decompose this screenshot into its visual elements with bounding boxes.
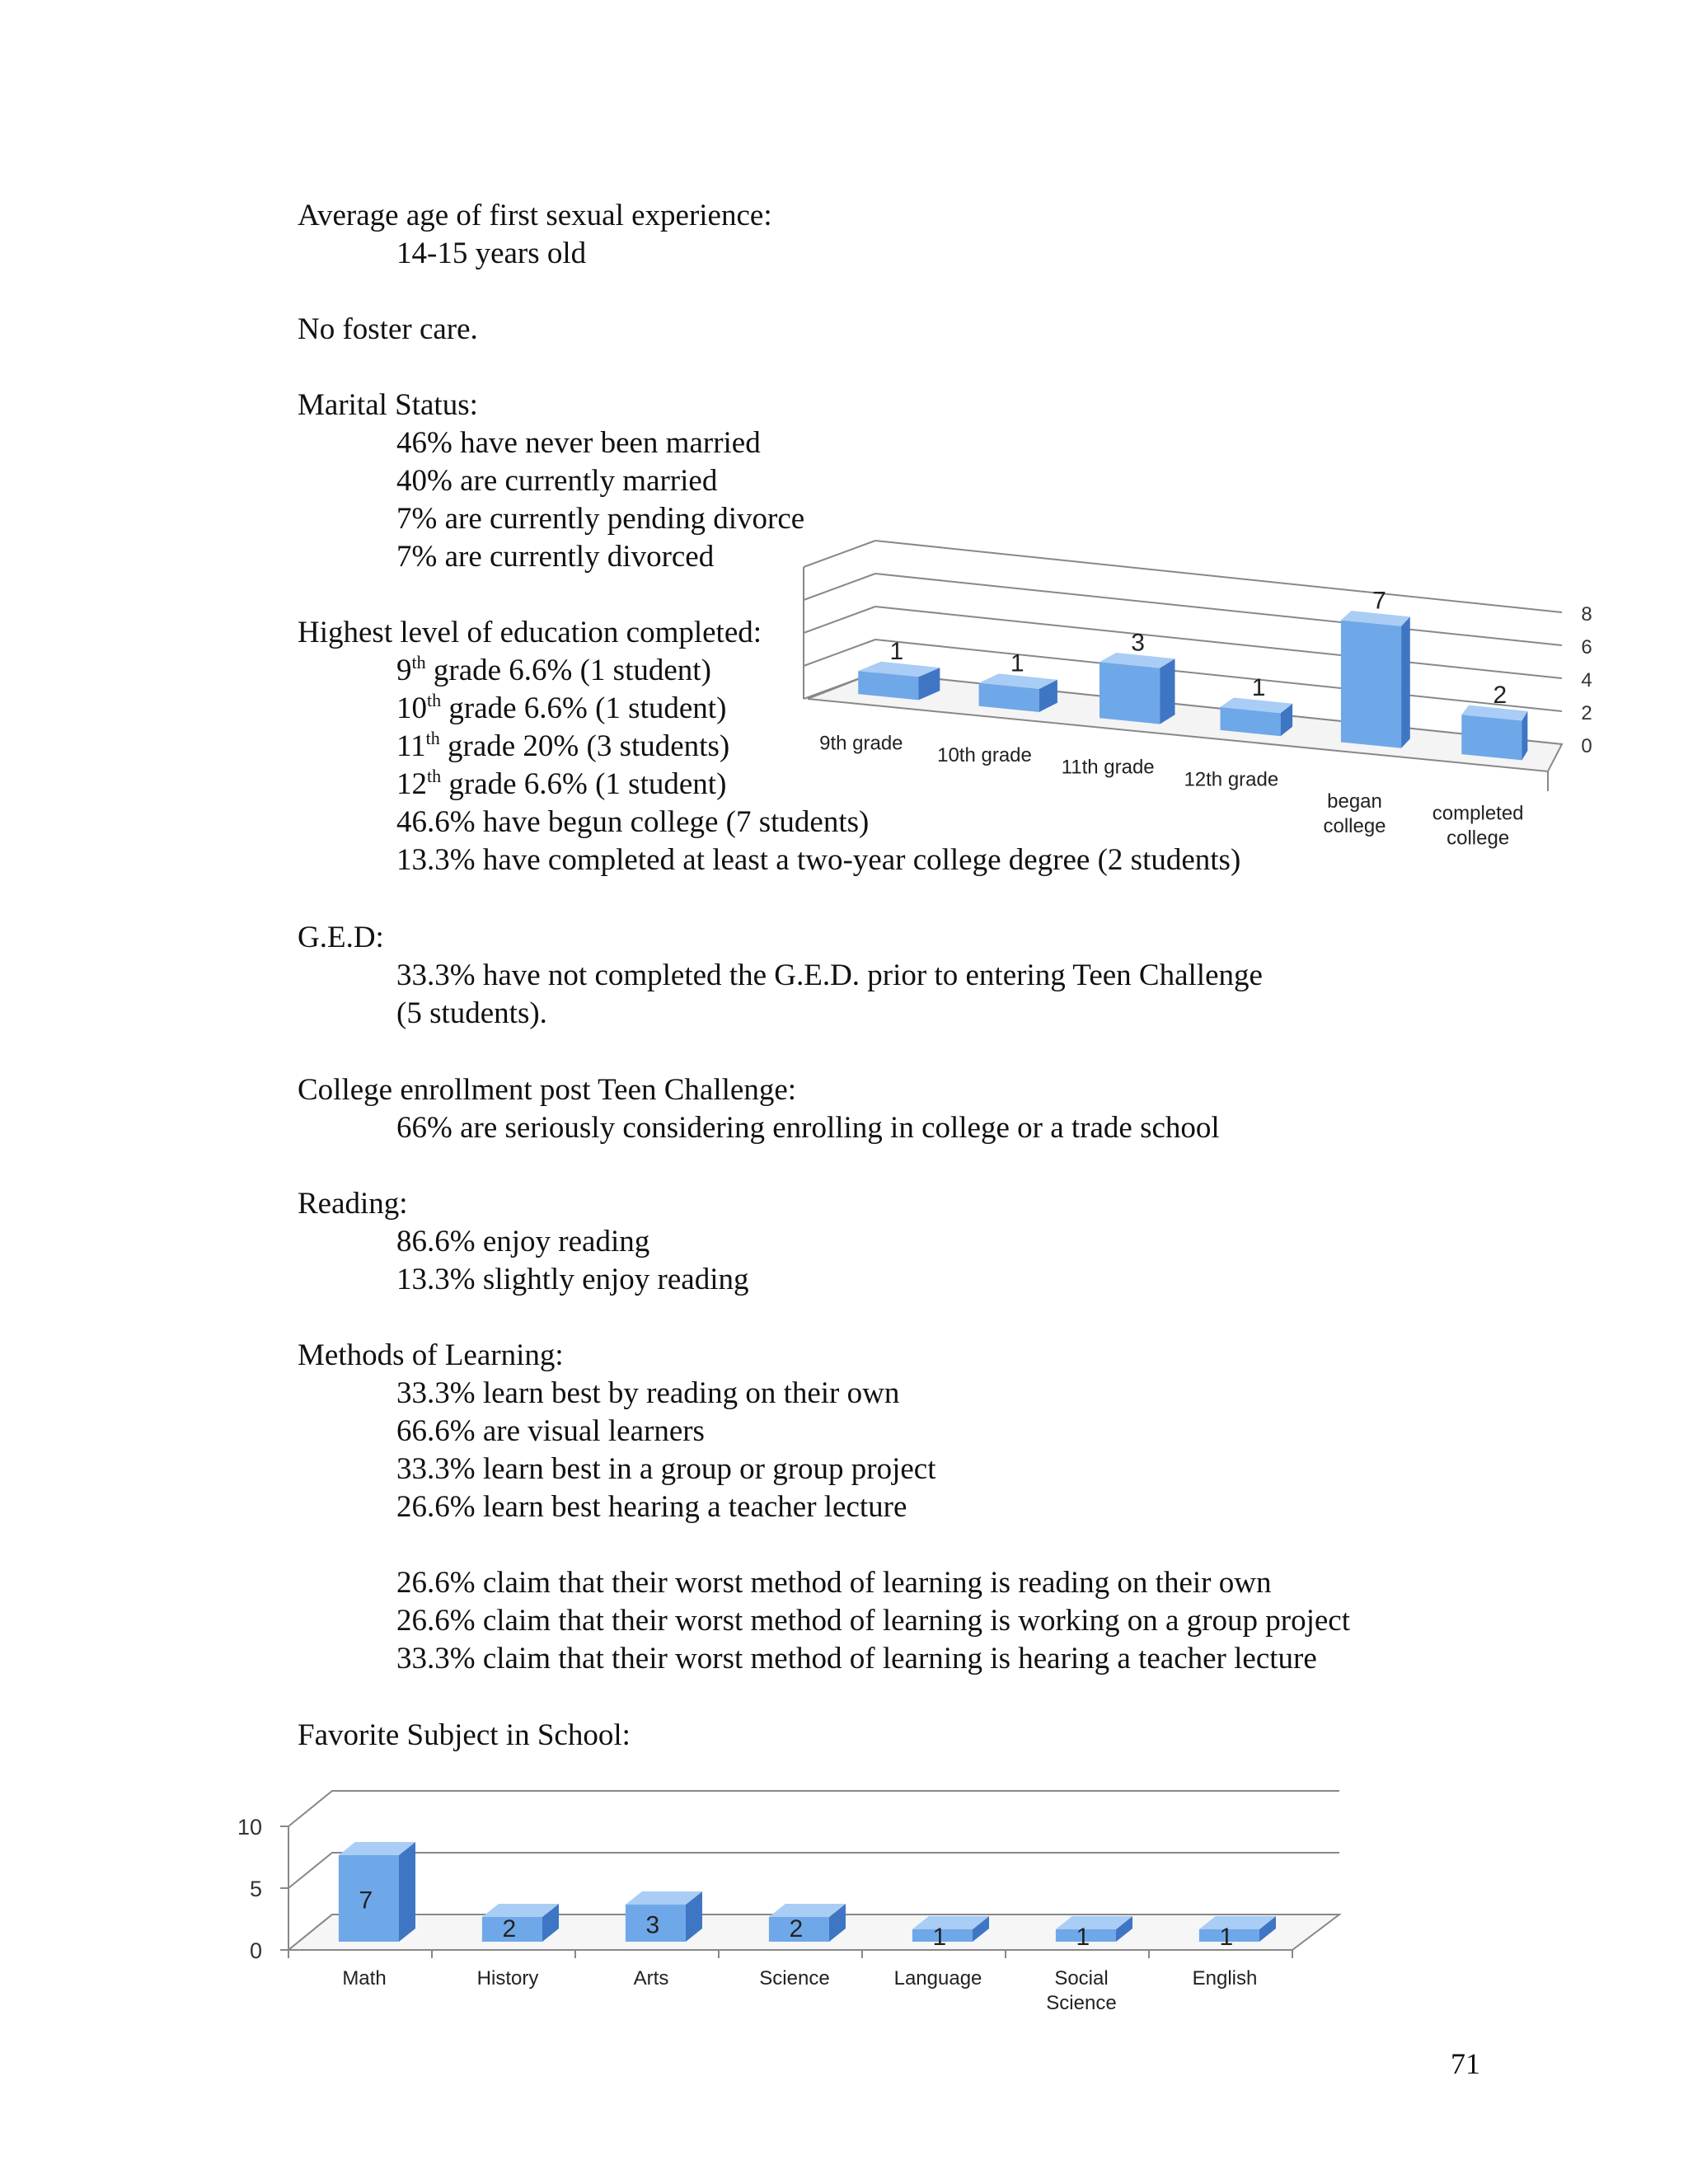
x-tick-label: 11th grade <box>1061 756 1155 779</box>
list-item: 46.6% have begun college (7 students) <box>396 805 870 839</box>
bar-side <box>399 1842 415 1942</box>
section-heading: G.E.D: <box>298 921 384 954</box>
x-tick-label: Science <box>759 1967 830 1990</box>
list-item: 26.6% claim that their worst method of learning is working on a group project <box>396 1604 1351 1638</box>
x-tick-label: 10th grade <box>937 744 1032 766</box>
y-tick-label: 4 <box>1581 669 1592 691</box>
list-item: 66.6% are visual learners <box>396 1414 705 1448</box>
data-label: 1 <box>1251 673 1266 701</box>
data-label: 3 <box>645 1911 660 1939</box>
data-label: 1 <box>889 638 904 666</box>
list-item: 13.3% have completed at least a two-year college degree (2 students) <box>396 843 1241 877</box>
section-heading: Marital Status: <box>298 388 478 422</box>
x-tick-label: 12th grade <box>1184 768 1279 791</box>
x-tick-label: History <box>476 1967 539 1990</box>
list-item: 13.3% slightly enjoy reading <box>396 1263 749 1296</box>
x-tick-label: college <box>1447 827 1510 850</box>
list-item: 12th grade 6.6% (1 student) <box>396 766 727 801</box>
x-tick-label: completed <box>1432 802 1524 825</box>
x-tick-label: English <box>1192 1967 1258 1990</box>
section-heading: Favorite Subject in School: <box>298 1718 631 1752</box>
list-item: 26.6% claim that their worst method of learning is reading on their own <box>396 1566 1272 1600</box>
data-label: 7 <box>1372 587 1386 615</box>
x-tick-label: Arts <box>633 1967 669 1990</box>
data-label: 2 <box>502 1915 517 1943</box>
list-item: 26.6% learn best hearing a teacher lecture <box>396 1490 907 1524</box>
x-tick-label: Math <box>342 1967 387 1990</box>
list-item: 7% are currently divorced <box>396 540 715 574</box>
y-tick-label: 5 <box>249 1877 262 1901</box>
section-heading: Reading: <box>298 1187 408 1221</box>
x-tick-label: Social <box>1054 1967 1109 1990</box>
list-item: 66% are seriously considering enrolling in college or a trade school <box>396 1111 1220 1145</box>
y-tick-label: 0 <box>1581 735 1592 757</box>
y-tick-label: 6 <box>1581 636 1592 658</box>
list-item: 33.3% have not completed the G.E.D. prior to entering Teen Challenge <box>396 958 1263 992</box>
list-item: 33.3% claim that their worst method of learning is hearing a teacher lecture <box>396 1642 1317 1675</box>
section-heading: Average age of first sexual experience: <box>298 199 772 232</box>
list-item: 10th grade 6.6% (1 student) <box>396 690 727 725</box>
section-heading: No foster care. <box>298 312 478 346</box>
y-tick-label: 0 <box>249 1938 262 1963</box>
data-label: 1 <box>1076 1924 1090 1951</box>
y-tick-label: 8 <box>1581 603 1592 626</box>
data-label: 7 <box>359 1886 373 1915</box>
list-item: 11th grade 20% (3 students) <box>396 728 730 763</box>
data-label: 1 <box>1010 649 1025 677</box>
section-heading: College enrollment post Teen Challenge: <box>298 1073 797 1107</box>
list-item: 33.3% learn best in a group or group project <box>396 1452 936 1486</box>
list-item: 86.6% enjoy reading <box>396 1225 650 1258</box>
gridline <box>288 1791 1339 1826</box>
data-label: 1 <box>932 1924 947 1951</box>
y-tick-label: 10 <box>237 1815 262 1840</box>
list-item: 7% are currently pending divorce <box>396 502 805 536</box>
x-tick-label: college <box>1323 815 1386 837</box>
list-item: 40% are currently married <box>396 464 718 498</box>
section-heading: Highest level of education completed: <box>298 616 762 649</box>
x-tick-label: began <box>1327 790 1382 813</box>
section-heading: Methods of Learning: <box>298 1338 564 1372</box>
list-item: 33.3% learn best by reading on their own <box>396 1376 900 1410</box>
list-item: 46% have never been married <box>396 426 761 460</box>
data-label: 2 <box>1493 682 1507 710</box>
list-item: 9th grade 6.6% (1 student) <box>396 652 711 687</box>
data-label: 3 <box>1131 629 1145 657</box>
page-number: 71 <box>1451 2047 1480 2080</box>
list-item: 14-15 years old <box>396 237 587 270</box>
list-item: (5 students). <box>396 996 547 1030</box>
data-label: 2 <box>789 1915 804 1943</box>
gridline <box>288 1853 1339 1888</box>
x-tick-label: Science <box>1046 1992 1117 2014</box>
x-tick-label: 9th grade <box>819 732 903 755</box>
data-label: 1 <box>1219 1924 1234 1951</box>
y-tick-label: 2 <box>1581 702 1592 724</box>
x-tick-label: Language <box>893 1967 982 1990</box>
